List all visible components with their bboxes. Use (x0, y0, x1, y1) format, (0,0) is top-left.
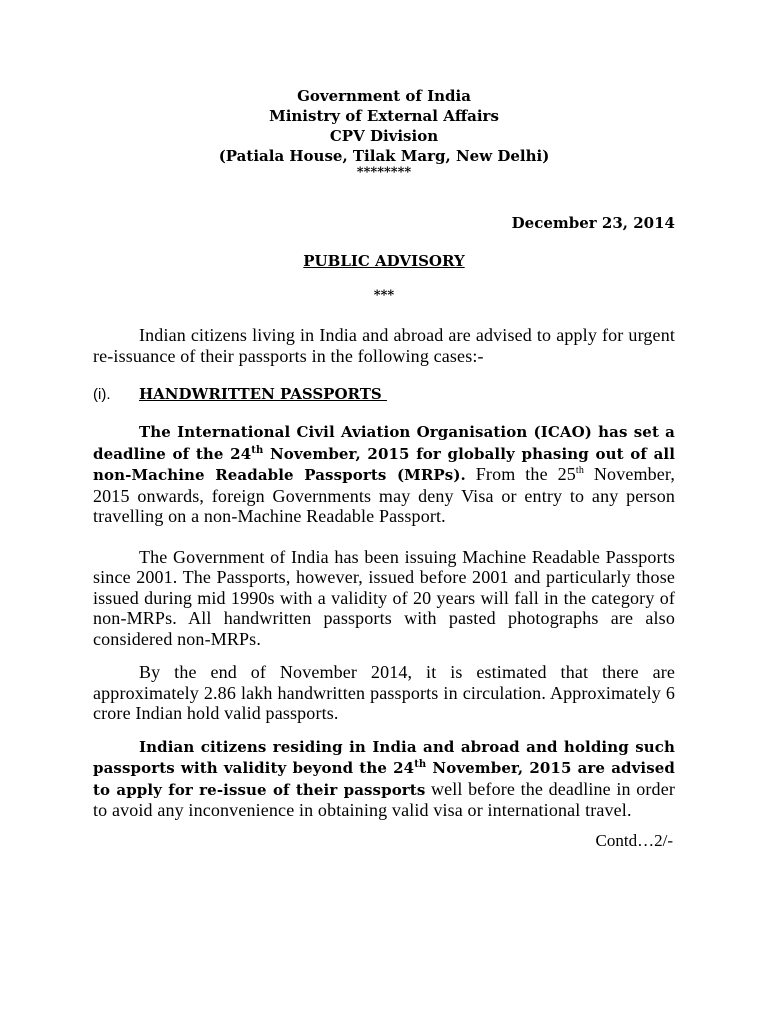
header-division: CPV Division (329, 127, 439, 145)
citizens-bold-a: Indian citizens residing in India and abroad and holding such passports with validity beyond the 24 (93, 737, 675, 777)
icao-sup-a: th (251, 444, 264, 456)
advisory-title: PUBLIC ADVISORY (303, 252, 465, 270)
citizens-paragraph (93, 736, 675, 821)
continued-marker: Contd…2/- (595, 830, 673, 850)
icao-bold-a: The International Civil Aviation Organisation (ICAO) has set a deadline of the 24 (93, 423, 675, 463)
section-number: (i). (93, 386, 111, 403)
document-date: December 23, 2014 (511, 214, 675, 232)
citizens-bold-b: November, 2015 are advised to apply for re-issue of their passports (93, 759, 675, 799)
icao-plain-a: From the 25 (465, 464, 576, 484)
icao-paragraph (93, 421, 675, 527)
advisory-stars: *** (373, 288, 395, 303)
document-page (93, 86, 675, 851)
header-government: Government of India (297, 87, 471, 105)
citizens-plain: well before the deadline in order to avoid any inconvenience in obtaining valid visa or international travel. (93, 778, 675, 820)
icao-bold-b: November, 2015 for globally phasing out of all non-Machine Readable Passports (MRPs). (93, 444, 675, 484)
estimate-paragraph: By the end of November 2014, it is estimated that there are approximately 2.86 lakh handwritten passports in circulation. Approximately 6 crore Indian hold valid passports. (93, 662, 675, 723)
header-address: (Patiala House, Tilak Marg, New Delhi) (218, 147, 550, 165)
intro-paragraph: Indian citizens living in India and abroad are advised to apply for urgent re-issuance of their passports in the following cases:- (93, 325, 675, 366)
govt-paragraph: The Government of India has been issuing Machine Readable Passports since 2001. The Passports, however, issued before 2001 and particularly those issued during mid 1990s with a validity of 20 years will fall in the category of non-MRPs. All handwritten passports with pasted photographs are also considered non-MRPs. (93, 546, 675, 649)
section-heading (93, 384, 675, 405)
icao-plain-b: November, 2015 onwards, foreign Governments may deny Visa or entry to any person travelling on a non-Machine Readable Passport. (93, 464, 675, 526)
header-stars: ******** (356, 165, 412, 180)
header-ministry: Ministry of External Affairs (269, 107, 499, 125)
icao-sup-b: th (575, 465, 584, 476)
citizens-sup: th (414, 759, 427, 770)
section-title: HANDWRITTEN PASSPORTS (139, 385, 387, 403)
